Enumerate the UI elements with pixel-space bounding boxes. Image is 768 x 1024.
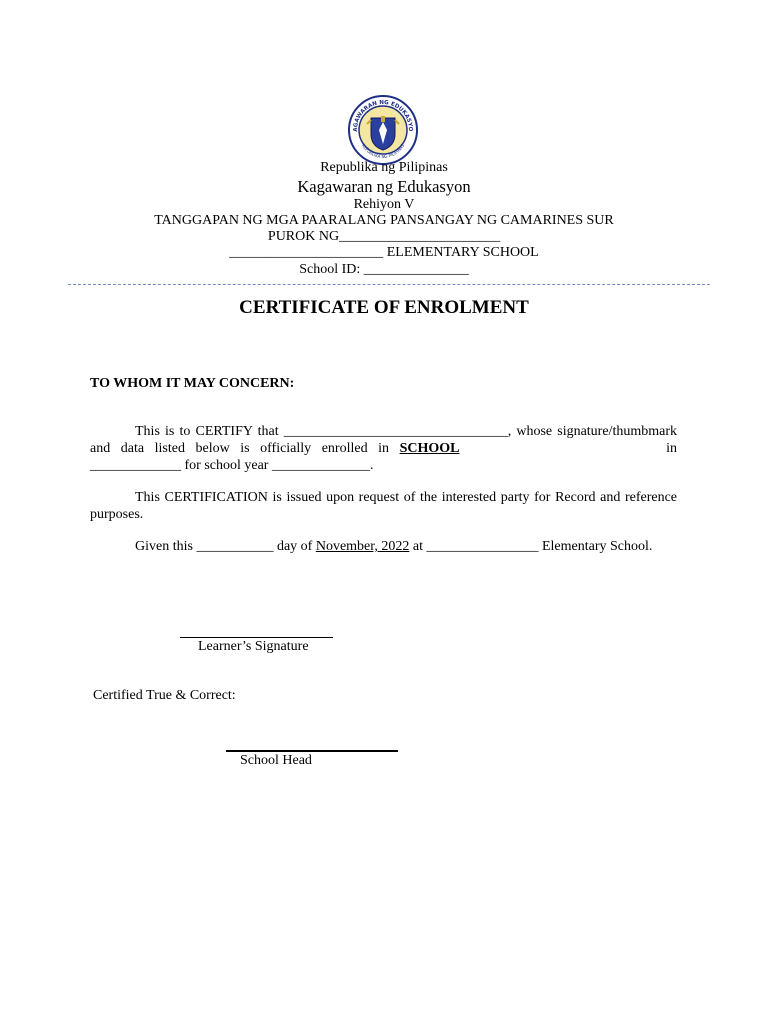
school-name-line: ______________________ ELEMENTARY SCHOOL xyxy=(229,245,539,260)
in-text: in xyxy=(666,441,678,456)
salutation: TO WHOM IT MAY CONCERN: xyxy=(90,376,295,391)
signature-text: whose signature/thumbmark xyxy=(516,424,677,439)
republic-label: Republika ng Pilipinas xyxy=(320,160,448,175)
certify-line-2 xyxy=(90,441,677,458)
region-label: Rehiyon V xyxy=(353,197,415,212)
given-date: November, 2022 xyxy=(315,539,410,554)
purpose-text: This CERTIFICATION is issued upon request of the interested party for Record and reference xyxy=(135,490,677,505)
svg-text:KAGAWARAN NG EDUKASYON: AGAWARAN NG EDUKASYO xyxy=(352,99,414,132)
school-id-line: School ID: _______________ xyxy=(299,262,469,277)
deped-seal xyxy=(347,94,419,166)
certify-line-1 xyxy=(90,424,677,441)
given-end: at ________________ Elementary School. xyxy=(412,539,653,554)
deped-seal-icon xyxy=(347,94,419,166)
given-line xyxy=(135,539,652,555)
department-label: Kagawaran ng Edukasyon xyxy=(297,177,471,196)
purok-line: PUROK NG_______________________ xyxy=(267,229,501,244)
purpose-line-2: purposes. xyxy=(90,507,144,522)
learner-signature-line xyxy=(180,637,333,638)
header-divider xyxy=(68,284,710,285)
enrolled-text: and data listed below is officially enrolled in xyxy=(90,441,390,456)
purpose-line-1 xyxy=(90,490,677,507)
learner-signature-label: Learner’s Signature xyxy=(198,639,309,654)
certify-line-3: _____________ for school year ______________. xyxy=(90,458,374,473)
svg-text:REPUBLIKA NG PILIPINAS: REPUBLIKA NG PILIPINAS xyxy=(360,142,406,160)
school-word: SCHOOL xyxy=(399,441,460,456)
certificate-title: CERTIFICATE OF ENROLMENT xyxy=(239,297,529,318)
certify-text: This is to CERTIFY that xyxy=(135,424,279,439)
given-start: Given this ___________ day of xyxy=(135,539,313,554)
learner-name-blank: ________________________________, xyxy=(283,424,512,439)
school-head-label: School Head xyxy=(240,753,312,768)
school-head-signature-line xyxy=(226,750,398,752)
certified-label: Certified True & Correct: xyxy=(93,688,236,703)
office-label: TANGGAPAN NG MGA PAARALANG PANSANGAY NG CAMARINES SUR xyxy=(154,213,614,228)
school-blank xyxy=(400,441,656,458)
